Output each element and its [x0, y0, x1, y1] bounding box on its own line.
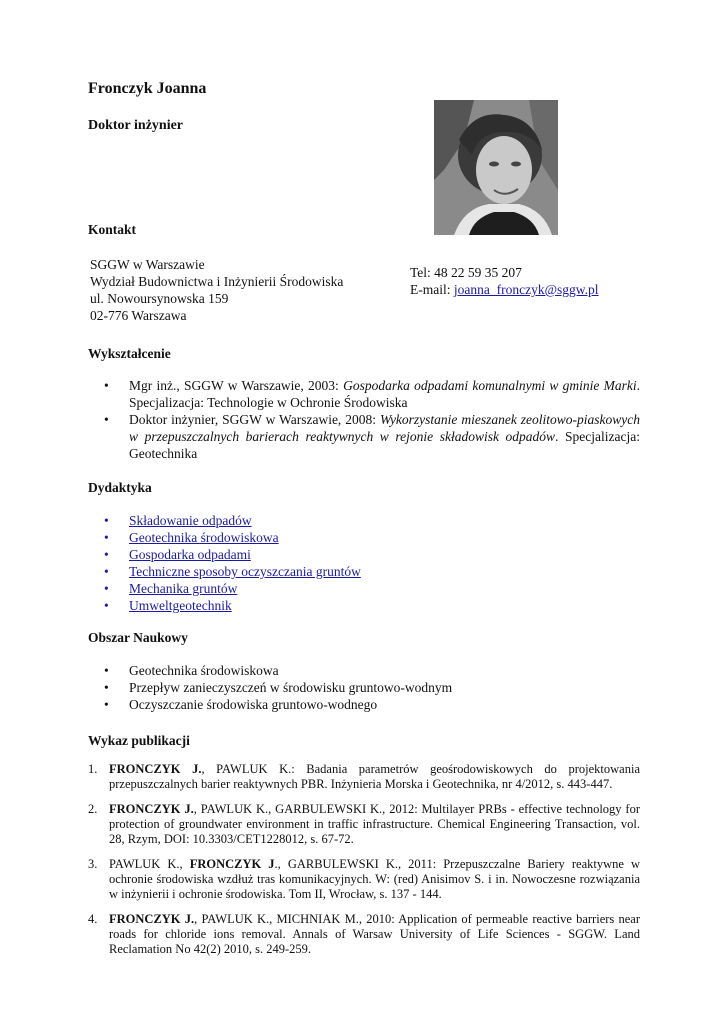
- address-line: 02-776 Warszawa: [90, 308, 187, 323]
- publication-main-author: FRONCZYK J.: [109, 802, 194, 816]
- publication-details: , PAWLUK K.: Badania parametrów geośrodowiskowych do projektowania przepuszczalnych barier reaktywnych PBR. Inżynieria Morska i Geotechnika, nr 4/2012, s. 443-447.: [109, 762, 641, 791]
- bullet-icon: •: [104, 378, 109, 393]
- bullet-icon: •: [104, 680, 109, 695]
- address-block: [90, 256, 343, 324]
- thesis-title: Wykorzystanie mieszanek zeolitowo-piaskowych w przepuszczalnych barierach reaktywnych w rejonie składowisk odpadów: [129, 412, 641, 444]
- course-link[interactable]: Umweltgeotechnik: [129, 598, 232, 613]
- list-item: [104, 546, 640, 563]
- publication-main-author: FRONCZYK J.: [109, 912, 195, 926]
- education-heading: Wykształcenie: [88, 346, 171, 361]
- education-suffix: . Specjalizacja: Geotechnika: [129, 429, 640, 461]
- address-line: Wydział Budownictwa i Inżynierii Środowiska: [90, 274, 344, 289]
- list-item: [104, 377, 640, 411]
- bullet-icon: •: [104, 547, 109, 562]
- publication-main-author: FRONCZYK J: [189, 857, 275, 871]
- list-item: [104, 563, 640, 580]
- publication-number: 2.: [88, 802, 98, 816]
- list-item: [104, 529, 640, 546]
- list-item: [104, 411, 640, 462]
- research-area: Oczyszczanie środowiska gruntowo-wodnego: [129, 697, 378, 712]
- research-area: Przepływ zanieczyszczeń w środowisku gruntowo-wodnym: [129, 680, 453, 695]
- email-link[interactable]: joanna_fronczyk@sggw.pl: [453, 282, 599, 297]
- bullet-icon: •: [104, 697, 109, 712]
- course-link[interactable]: Techniczne sposoby oczyszczania gruntów: [129, 564, 361, 579]
- bullet-icon: •: [104, 598, 109, 613]
- publication-item: [88, 762, 640, 792]
- bullet-icon: •: [104, 581, 109, 596]
- education-list: [104, 377, 640, 462]
- publications-list: [88, 762, 640, 967]
- contact-heading: Kontakt: [88, 222, 137, 237]
- publication-number: 4.: [88, 912, 98, 926]
- publication-item: [88, 912, 640, 957]
- person-name: Fronczyk Joanna: [88, 80, 207, 97]
- list-item: [104, 597, 640, 614]
- list-item: [104, 580, 640, 597]
- course-link[interactable]: Mechanika gruntów: [129, 581, 238, 596]
- academic-title: Doktor inżynier: [88, 118, 184, 133]
- publication-number: 1.: [88, 762, 98, 776]
- education-suffix: . Specjalizacja: Technologie w Ochronie Środowiska: [129, 378, 640, 410]
- publication-main-author: FRONCZYK J.: [109, 762, 202, 776]
- bullet-icon: •: [104, 513, 109, 528]
- publication-details: , PAWLUK K., MICHNIAK M., 2010: Application of permeable reactive barriers near roads for chloride ions removal. Annals of Warsaw University of Life Sciences - SGGW. Land Reclamation No 42(2) 2010, s. 249-259.: [109, 912, 640, 956]
- publication-details: ., GARBULEWSKI K., 2011: Przepuszczalne Bariery reaktywne w ochronie środowiska wzdłuż tras komunikacyjnych. W: (red) Anisimov S. i in. Nowoczesne rozwiązania w inżynierii i ochronie środowiska. Tom II, Wrocław, s. 137 - 144.: [109, 857, 640, 901]
- teaching-list: [104, 512, 640, 614]
- email-label: E-mail:: [410, 282, 454, 297]
- email-row: [410, 281, 599, 298]
- address-line: SGGW w Warszawie: [90, 257, 205, 272]
- bullet-icon: •: [104, 530, 109, 545]
- publication-item: [88, 802, 640, 847]
- bullet-icon: •: [104, 412, 109, 427]
- research-area: Geotechnika środowiskowa: [129, 663, 279, 678]
- publications-heading: Wykaz publikacji: [88, 733, 190, 748]
- phone-number: Tel: 48 22 59 35 207: [410, 265, 522, 280]
- course-link[interactable]: Gospodarka odpadami: [129, 547, 251, 562]
- portrait-photo: [434, 100, 558, 235]
- education-prefix: Mgr inż., SGGW w Warszawie, 2003:: [129, 378, 344, 393]
- course-link[interactable]: Składowanie odpadów: [129, 513, 252, 528]
- publication-details: , PAWLUK K., GARBULEWSKI K., 2012: Multilayer PRBs - effective technology for protection of groundwater environment in traffic infrastructure. Chemical Engineering Transaction, vol. 28, Rzym, DOI: 10.3303/CET1228012, s. 67-72.: [109, 802, 640, 846]
- publication-authors-before: PAWLUK K.,: [109, 857, 190, 871]
- research-heading: Obszar Naukowy: [88, 630, 188, 645]
- thesis-title: Gospodarka odpadami komunalnymi w gminie Marki: [343, 378, 637, 393]
- list-item: [104, 662, 640, 679]
- bullet-icon: •: [104, 663, 109, 678]
- list-item: [104, 679, 640, 696]
- research-list: [104, 662, 640, 713]
- course-link[interactable]: Geotechnika środowiskowa: [129, 530, 279, 545]
- teaching-heading: Dydaktyka: [88, 480, 152, 495]
- publication-item: [88, 857, 640, 902]
- list-item: [104, 696, 640, 713]
- education-prefix: Doktor inżynier, SGGW w Warszawie, 2008:: [129, 412, 380, 427]
- publication-number: 3.: [88, 857, 98, 871]
- address-line: ul. Nowoursynowska 159: [90, 291, 229, 306]
- phone-email-block: [410, 264, 599, 298]
- bullet-icon: •: [104, 564, 109, 579]
- list-item: [104, 512, 640, 529]
